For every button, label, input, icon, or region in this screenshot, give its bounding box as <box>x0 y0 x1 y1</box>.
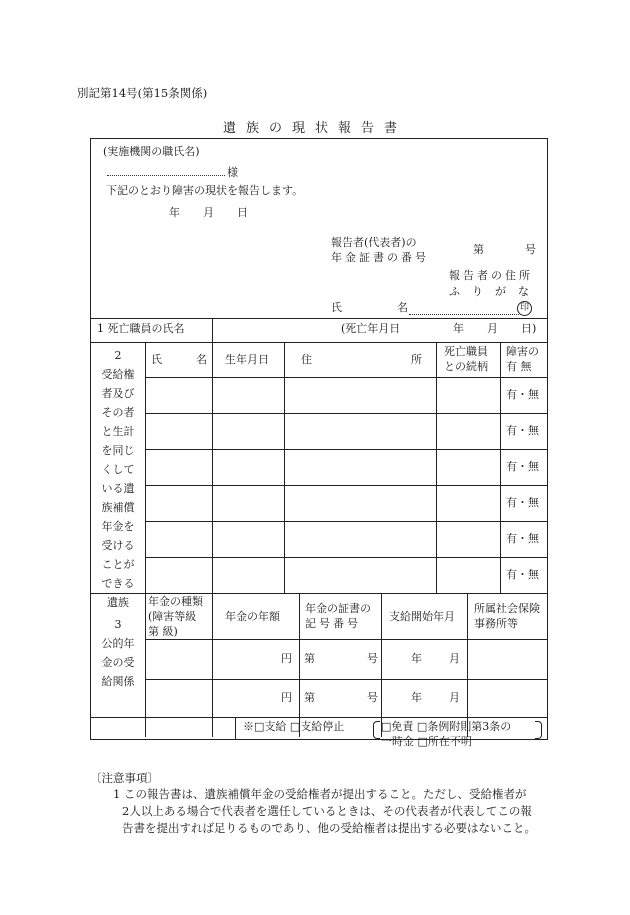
col-address-b: 所 <box>411 353 422 366</box>
death-month: 月 <box>487 322 498 335</box>
cert-go-row1: 号 <box>367 652 378 665</box>
col-office-1: 所属社会保険 <box>474 602 540 615</box>
start-month-row2: 月 <box>449 691 460 704</box>
col-cert-1: 年金の証書の <box>305 602 371 615</box>
section3-label: 3 公的年 金の受 給関係 <box>101 618 135 688</box>
notes-section <box>90 770 550 835</box>
date-month: 月 <box>203 206 214 219</box>
reporter-address-label: 報告者の住所 <box>449 269 533 282</box>
notes-line3: 告書を提出すれば足りるものであり、他の受給権者は提出する必要はないこと。 <box>122 821 536 835</box>
start-year-row1: 年 <box>411 652 422 665</box>
notes-line1: 1 この報告書は、遺族補償年金の受給権者が提出すること。ただし、受給権者が <box>113 787 527 801</box>
yen-row1: 円 <box>281 652 292 665</box>
office-use-opt1: □免責 □条例附則第3条の <box>381 720 512 733</box>
yes-no-row4[interactable]: 有・無 <box>506 496 539 509</box>
col-office-2: 事務所等 <box>474 617 518 630</box>
col-pension-type-2: (障害等級 <box>148 610 197 623</box>
seal-mark: 印 <box>517 301 532 316</box>
report-statement: 下記のとおり障害の現状を報告します。 <box>106 184 304 197</box>
death-year: 年 <box>453 322 464 335</box>
col-name-b: 名 <box>196 353 207 366</box>
furigana-label: ふりがな <box>449 285 541 298</box>
cert-dai: 第 <box>473 243 484 256</box>
death-date-label: (死亡年月日 <box>341 322 401 335</box>
bracket-left <box>373 721 380 739</box>
report-form <box>90 138 548 748</box>
col-pension-type-1: 年金の種類 <box>148 595 203 608</box>
death-day: 日) <box>521 322 537 335</box>
col-disability-1: 障害の <box>506 345 539 358</box>
col-pension-amount: 年金の年額 <box>225 610 280 623</box>
office-use-opt2: 一時金 □所在不明 <box>381 735 472 748</box>
reporter-cert-label-1: 報告者(代表者)の <box>331 236 417 249</box>
notes-line2: 2人以上ある場合で代表者を選任しているときは、その代表者が代表してこの報 <box>122 804 532 818</box>
name-label-a: 氏 <box>331 301 342 314</box>
notes-heading: 〔注意事項〕 <box>90 771 159 785</box>
agency-name-line[interactable] <box>107 175 225 176</box>
cert-go: 号 <box>525 243 536 256</box>
office-use-mark: ※□支給 □支給停止 <box>243 720 345 733</box>
sama-label: 様 <box>227 166 238 179</box>
agency-label: (実施機関の職氏名) <box>103 145 200 158</box>
reporter-name-line[interactable] <box>409 314 519 315</box>
yes-no-row1[interactable]: 有・無 <box>506 388 539 401</box>
name-label-b: 名 <box>397 301 408 314</box>
start-year-row2: 年 <box>411 691 422 704</box>
yen-row2: 円 <box>281 691 292 704</box>
cert-dai-row1: 第 <box>304 652 315 665</box>
cert-go-row2: 号 <box>367 691 378 704</box>
col-start-date: 支給開始年月 <box>389 610 455 623</box>
deceased-name-label: 1 死亡職員の氏名 <box>97 322 185 335</box>
col-disability-2: 有 無 <box>506 360 532 373</box>
col-cert-2: 記号番号 <box>305 617 361 630</box>
col-name-a: 氏 <box>151 353 162 366</box>
col-address-a: 住 <box>301 353 312 366</box>
col-birthdate: 生年月日 <box>225 353 269 366</box>
yes-no-row2[interactable]: 有・無 <box>506 424 539 437</box>
yes-no-row3[interactable]: 有・無 <box>506 460 539 473</box>
date-year: 年 <box>169 206 180 219</box>
col-pension-type-3: 第 級) <box>148 625 178 638</box>
bracket-right <box>535 721 542 739</box>
form-caption: 別記第14号(第15条関係) <box>77 86 208 100</box>
date-day: 日 <box>237 206 248 219</box>
yes-no-row5[interactable]: 有・無 <box>506 532 539 545</box>
form-title: 遺族の現状報告書 <box>222 121 407 136</box>
start-month-row1: 月 <box>449 652 460 665</box>
reporter-cert-label-2: 年金証書の番号 <box>331 251 429 264</box>
section2-label: 2 受給権 者及び その者 と生計 を同じ くして いる遺 族補償 年金を 受ける ことが できる 遺族 <box>101 349 135 609</box>
col-relation-2: との続柄 <box>444 360 488 373</box>
cert-dai-row2: 第 <box>304 691 315 704</box>
col-relation-1: 死亡職員 <box>444 345 488 358</box>
yes-no-row6[interactable]: 有・無 <box>506 568 539 581</box>
